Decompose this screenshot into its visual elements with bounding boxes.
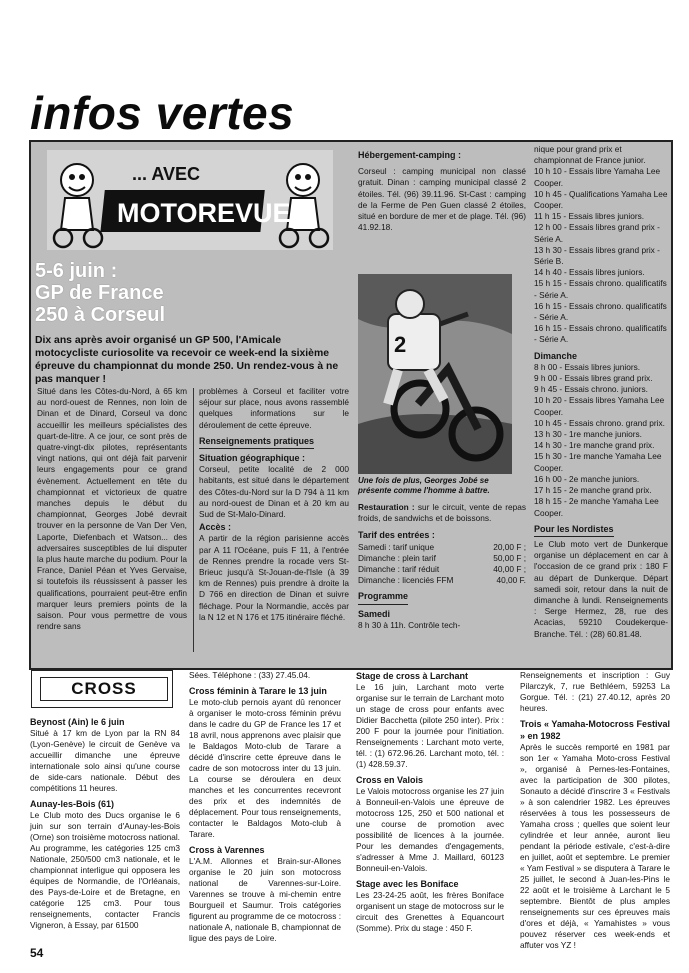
- tarif-list: [358, 542, 526, 587]
- article-text: problèmes à Corseul et faciliter votre séjour sur place, nous avons rassemblé quelques informations sur le déroulement de cette épreuve.: [199, 386, 349, 430]
- practical-info-heading: Renseignements pratiques: [199, 436, 314, 449]
- article-column-2: [199, 386, 349, 623]
- cross-column-2: [189, 670, 341, 944]
- schedule-item: 17 h 15 - 2e manche grand prix.: [534, 485, 652, 496]
- schedule-item: 12 h 00 - Essais libres grand prix - Série A.: [534, 222, 660, 244]
- article-column-1: [37, 386, 187, 632]
- news-heading: Beynost (Ain) le 6 juin: [30, 717, 125, 727]
- column-divider: [193, 388, 194, 652]
- article-column-3-lower: [358, 502, 526, 631]
- news-text: Le 16 juin, Larchant moto verte organise sur le terrain de Larchant moto un stage de cross pour enfants avec Didier Bacchetta (pilote 250 inter). Prix : 200 F pour la journée pour l'initiation. Renseignements : Larchant moto verte, tél. : (1) 672.96.26. Larchant moto, tél. : (1) 428.59.37.: [356, 682, 504, 769]
- samedi-schedule: [534, 166, 668, 345]
- schedule-item: 15 h 15 - Essais chrono. qualificatifs - Série A.: [534, 278, 667, 300]
- cross-section-label-box: [31, 670, 173, 708]
- article-column-3: [358, 148, 526, 233]
- schedule-item: 16 h 15 - Essais chrono. qualificatifs - Série A.: [534, 300, 667, 323]
- banner-avec-text: ... AVEC: [132, 164, 201, 184]
- schedule-item: 8 h 00 - Essais libres juniors.: [534, 361, 641, 372]
- motorevue-banner: [47, 150, 333, 250]
- acces-heading: Accès :: [199, 522, 232, 533]
- headline-line: 5-6 juin :: [35, 260, 118, 282]
- schedule-item: 13 h 30 - Essais libres grand prix - Série B.: [534, 244, 660, 267]
- schedule-item: 10 h 45 - Qualifications Yamaha Lee Cooper.: [534, 188, 668, 211]
- news-text: Situé à 17 km de Lyon par la RN 84 (Lyon-Genève) le circuit de Genève va accueillir dimanche une épreuve internationale solo ainsi qu'une course de side-cars nationale. Début des compétitions 11 heures.: [30, 728, 180, 793]
- tarif-heading: Tarif des entrées :: [358, 530, 435, 541]
- news-text: Renseignements et inscription : Guy Pilarczyk, 7, rue Bethléem, 59253 La Gorgue. Tél. : (21) 27.40.12, après 20 heures.: [520, 670, 670, 713]
- news-text: Le Valois motocross organise les 27 juin à Bonneuil-en-Valois une épreuve de motocross 125, 250 et 500 national et une course de promotion avec possibilité de licences à la journée. Pour les demandes d'engagements, s'adresser à Mme J. Maillard, 60123 Bonneuil-en-Valois.: [356, 786, 504, 873]
- news-heading: Stage avec les Boniface: [356, 879, 459, 889]
- article-text: Corseul, petite localité de 2 000 habitants, est situé dans le département des Côtes-du-Nord sur la D 794 à 11 km au nord-ouest de Dinan et à 20 km au Sud de St-Malo-Dinard.: [199, 464, 349, 520]
- headline-line: 250 à Corseul: [35, 304, 166, 326]
- section-title: infos vertes: [30, 87, 295, 139]
- schedule-item: 10 h 20 - Essais libres Yamaha Lee Cooper.: [534, 395, 665, 417]
- article-column-4: [534, 144, 668, 640]
- tarif-row: Samedi : tarif unique 20,00 F ;: [358, 541, 526, 552]
- schedule-item: 11 h 15 - Essais libres juniors.: [534, 211, 645, 222]
- schedule-item: 9 h 00 - Essais libres grand prix.: [534, 373, 653, 384]
- news-heading: Cross à Varennes: [189, 845, 265, 855]
- schedule-item: 14 h 40 - Essais libres juniors.: [534, 267, 645, 278]
- dimanche-heading: Dimanche: [534, 350, 578, 361]
- rider-photo: [358, 274, 512, 474]
- photo-caption: Une fois de plus, Georges Jobé se présente comme l'homme à battre.: [358, 476, 490, 495]
- schedule-item: 14 h 30 - 1re manche grand prix.: [534, 440, 655, 451]
- cross-section-label: CROSS: [40, 677, 168, 701]
- schedule-item: 13 h 30 - 1re manche juniors.: [534, 429, 642, 440]
- programme-heading: Programme: [358, 591, 408, 604]
- gp-article-frame: [29, 140, 673, 670]
- schedule-item: 16 h 00 - 2e manche juniors.: [534, 473, 640, 484]
- schedule-item: 10 h 45 - Essais chrono. grand prix.: [534, 417, 665, 428]
- news-heading: Cross féminin à Tarare le 13 juin: [189, 686, 327, 696]
- hebergement-heading: Hébergement-camping :: [358, 150, 462, 160]
- restauration-heading: Restauration :: [358, 502, 415, 512]
- news-heading: Stage de cross à Larchant: [356, 671, 469, 681]
- samedi-heading: Samedi: [358, 608, 391, 619]
- article-text: 8 h 30 à 11h. Contrôle tech-: [358, 619, 461, 630]
- schedule-item: 15 h 30 - 1re manche Yamaha Lee Cooper.: [534, 451, 662, 473]
- news-text: Sées. Téléphone : (33) 27.45.04.: [189, 670, 311, 680]
- schedule-item: 18 h 15 - 2e manche Yamaha Lee Cooper.: [534, 496, 659, 518]
- cross-column-1: [30, 712, 180, 931]
- news-text: Le Club moto des Ducs organise le 6 juin sur son terrain d'Aunay-les-Bois (Orne) son troisième motocross national. Au programme, les catégories 125 cm3 Nationale, 250/500 cm3 nationale, et le championnat interligue qui opposera les équipes de Normandie, de l'Orléanais, des Pays-de-Loire et de Bretagne, en catégorie 125 cm3. Pour tous renseignements, contacter Francis Vigneron, à Essay, par 61500: [30, 810, 180, 930]
- article-text: Situé dans les Côtes-du-Nord, à 65 km au nord-ouest de Rennes, non loin de Dinan et de Dinard, Corseul va donc accueillir les meilleurs spécialistes des quart-de-litre. A ce jour, ce sont près de quatre-vingt-dix pilotes, représentants vingt nations, qui ont déjà fait parvenir leurs engagements pour ce grand évènement. Actuellement en tête du championnat et victorieux de quatre manches depuis le début du championnat, Georges Jobé devrait trouver en la personne de Van Der Ven, Laporte, Diefenbach et Watson... des adversaires susceptibles de lui disputer la plus haute marche du podium. Pour la France, Daniel Péan et Yves Gervaise, si toutefois ils réussissent à passer les qualifications, pourraient peut-être enfin marquer leurs premiers points de la saison. Pour vous permettre de vous rendre sans: [37, 386, 187, 632]
- news-text: Les 23-24-25 août, les frères Boniface organisent un stage de motocross sur le circuit des Grenettes à Equancourt (Somme). Prix du stage : 450 F.: [356, 890, 504, 933]
- news-heading: Aunay-les-Bois (61): [30, 799, 115, 809]
- tarif-row: Dimanche : licenciés FFM 40,00 F.: [358, 575, 526, 586]
- dimanche-schedule: [534, 362, 668, 519]
- article-text: sur le circuit, vente de repas froids, de sandwichs et de boissons.: [358, 502, 527, 524]
- article-text: Le Club moto vert de Dunkerque organise un déplacement en car à l'occasion de ce grand prix : 180 F au départ de Dunkerque. Départ samedi soir, retour dans la nuit de dimanche à lundi. Renseignements : Serge Hermez, 28, rue des Acacias, 59210 Coudekerque-Branche. Tél. : (28) 60.81.48.: [534, 538, 668, 639]
- banner-motorevue-text: MOTOREVUE: [117, 198, 291, 228]
- tarif-row: Dimanche : tarif réduit 40,00 F ;: [358, 564, 526, 575]
- page-number: 54: [30, 946, 44, 960]
- article-text: nique pour grand prix et championnat de France junior.: [534, 144, 646, 166]
- news-text: Le moto-club pernois ayant dû renoncer à organiser le moto-cross féminin prévu dans le cadre du GP de France les 17 et 18 avril, nous apprenons avec plaisir que le Baldagos Moto-club de Tarare a décidé d'inscrire cette épreuve dans le cadre de son motocross inter du 13 juin. La course se déroulera en deux manches et les concurrentes recevront des prix et des indemnités de déplacement. Pour tous renseignements, contacter le Baldagos Moto-club à Tarare.: [189, 697, 341, 839]
- svg-text:2: 2: [394, 332, 407, 357]
- headline-line: GP de France: [35, 282, 164, 304]
- cross-column-3: [356, 670, 504, 934]
- nordistes-heading: Pour les Nordistes: [534, 524, 614, 537]
- schedule-item: 9 h 45 - Essais chrono. juniors.: [534, 384, 648, 395]
- news-text: Après le succès remporté en 1981 par son 1er « Yamaha Moto-cross Festival », organisé à Pernes-les-Fontaines, avec la participation de 300 pilotes, Sonauto a décidé d'inscrire 3 « Festivals » à son calendrier 1982. Les épreuves réservées à tous les possesseurs de Yamaha cross ; quelles que soient leur cylindrée et leur année, auront lieu pendant la période estivale, c'est-à-dire en juillet, août et septembre. Le premier « Yam Festival » se disputera à Tarare le 25 juillet, le second à Juan-les-Pins le 22 août et le troisième à Larchant le 5 septembre. Bientôt de plus amples renseignements sur ces épreuves mais d'ores et déjà, « Yamahistes » vous pouvez réserver ces week-ends et affuter vos YZ !: [520, 742, 670, 950]
- situation-heading: Situation géographique :: [199, 453, 305, 464]
- motocross-rider-image: [358, 274, 512, 474]
- news-heading: Cross en Valois: [356, 775, 424, 785]
- schedule-item: 16 h 15 - Essais chrono. qualificatifs - Série A.: [534, 323, 667, 345]
- article-text: Corseul : camping municipal non classé gratuit. Dinan : camping municipal classé 2 étoiles. Tél. (96) 39.11.96. St-Cast : camping de la Ferme de Pen Guen classé 2 étoiles, situé en bordure de mer et de plage. Tél. (96) 41.92.18.: [358, 166, 526, 233]
- news-text: L'A.M. Allonnes et Brain-sur-Allones organise le 20 juin son motocross national de Varennes-sur-Loire. Varennes se trouve à mi-chemin entre Bourgueil et Saumur. Trois catégories figurent au programme de ce motocross : nationale A, nationale B, championnat de ligue des pays de Loire.: [189, 856, 341, 943]
- cross-column-4: [520, 670, 670, 951]
- article-text: A partir de la région parisienne accès par A 11 l'Océane, puis F 11, à l'entrée de Rennes prendre la rocade vers St-Brieuc jusqu'à St-Jouan-de-l'Isle (à 39 km de Rennes) puis prendre à droite la D 766 en direction de Dinan et suivre fléchage. Pour la Normandie, accès par la N 12 et N 176 et 175 itinéraire fléché.: [199, 533, 349, 622]
- article-headline: [35, 260, 335, 326]
- news-heading: Trois « Yamaha-Motocross Festival » en 1982: [520, 719, 670, 741]
- article-lead: Dix ans après avoir organisé un GP 500, l'Amicale motocycliste curiosolite va recevoir ce week-end la sixième épreuve du championnat du monde 250. Un rendez-vous à ne pas manquer !: [35, 335, 339, 385]
- schedule-item: 10 h 10 - Essais libre Yamaha Lee Cooper.: [534, 166, 661, 188]
- tarif-row: Dimanche : plein tarif 50,00 F ;: [358, 552, 526, 563]
